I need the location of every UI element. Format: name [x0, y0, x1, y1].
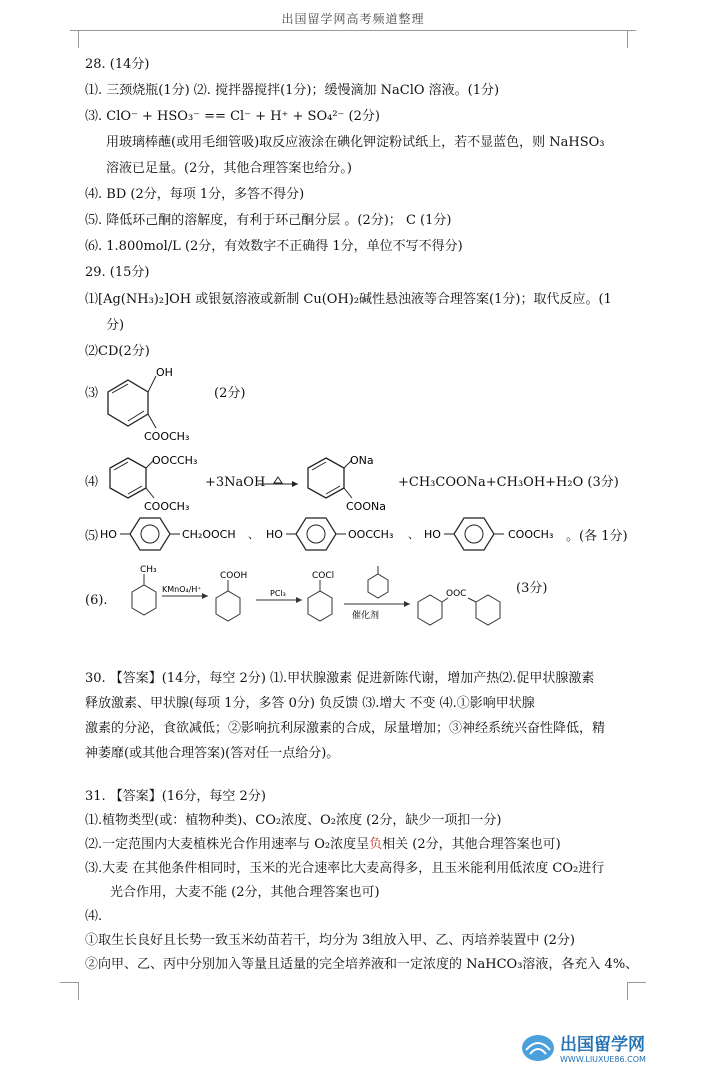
q29-answer-1-cont: 分)	[106, 318, 125, 333]
q29-title: 29. (15分)	[85, 265, 150, 280]
page-header: 出国留学网高考频道整理	[281, 12, 425, 26]
q29-5a-ho: HO	[100, 528, 117, 541]
q29-5a-ch2oocch: CH₂OOCH	[182, 528, 236, 541]
q31-answer-3-cont: 光合作用，大麦不能 (2分，其他合理答案也可)	[110, 885, 380, 900]
header-rule	[70, 30, 636, 31]
q29-answer-6-score: (3分)	[516, 581, 548, 596]
crop-mark-top-left	[60, 30, 79, 48]
q29-answer-4-label: ⑷	[85, 475, 99, 490]
q28-answer-1-2: ⑴. 三颈烧瓶(1分) ⑵. 搅拌器搅拌(1分)；缓慢滴加 NaClO 溶液。(1分)	[85, 83, 500, 98]
q29-5b-ho: HO	[266, 528, 283, 541]
q29-5c-ho: HO	[424, 528, 441, 541]
q29-answer-5-label: ⑸	[85, 529, 99, 544]
watermark-text: 出国留学网	[560, 1035, 645, 1055]
q28-answer-3-method: 用玻璃棒蘸(或用毛细管吸)取反应液涂在碘化钾淀粉试纸上，若不显蓝色，则 NaHSO₃	[106, 135, 605, 150]
crop-line-bottom-left	[60, 982, 78, 983]
q29-6-cocl: COCl	[312, 571, 335, 581]
q28-answer-6: ⑹. 1.800mol/L (2分，有效数字不正确得 1分，单位不写不得分)	[85, 239, 463, 254]
q30-line-3: 激素的分泌，食欲减低；②影响抗利尿激素的合成，尿量增加；③神经系统兴奋性降低，精	[85, 721, 606, 736]
q28-answer-4: ⑷. BD (2分，每项 1分，多答不得分)	[85, 187, 305, 202]
q29-4-oocch3: OOCCH₃	[152, 454, 198, 467]
q29-structure-3	[98, 362, 218, 447]
q29-4-reagent: +3NaOH	[205, 475, 266, 490]
q28-title: 28. (14分)	[85, 57, 150, 72]
q29-product-4	[296, 448, 396, 516]
q29-3-cooch3: COOCH₃	[144, 430, 190, 443]
q31-step-1: ①取生长良好且长势一致玉米幼苗若干，均分为 3组放入甲、乙、丙培养装置中 (2分)	[85, 933, 575, 948]
q29-structures-5	[98, 514, 638, 554]
q29-6-ooc: OOC	[446, 589, 467, 599]
q29-answer-3-label: ⑶	[85, 386, 99, 401]
q29-4-products: +CH₃COONa+CH₃OH+H₂O (3分)	[398, 475, 619, 490]
crop-line-bottom-right	[628, 982, 646, 983]
q29-6-kmno4: KMnO₄/H⁺	[162, 585, 202, 594]
q29-answer-5-score: 。(各 1分)	[566, 529, 628, 544]
q29-reactant-4	[98, 448, 206, 516]
q31-answer-2-neg: 负	[369, 837, 383, 852]
q29-5-sep2: 、	[408, 528, 419, 541]
q30-line-1: 30. 【答案】(14分，每空 2分) ⑴.甲状腺激素 促进新陈代谢，增加产热⑵.促甲状腺激素	[85, 671, 595, 686]
site-watermark	[520, 1030, 696, 1070]
q29-6-ch3: CH₃	[140, 565, 157, 575]
q29-6-cooh: COOH	[220, 571, 248, 581]
q29-5c-cooch3: COOCH₃	[508, 528, 554, 541]
q29-answer-1: ⑴[Ag(NH₃)₂]OH 或银氨溶液或新制 Cu(OH)₂碱性悬浊液等合理答案(1分)；取代反应。(1	[85, 292, 612, 307]
q31-answer-2-c: 相关 (2分，其他合理答案也可)	[382, 837, 561, 852]
q31-title: 31. 【答案】(16分，每空 2分)	[85, 789, 266, 804]
q29-3-oh: OH	[156, 366, 173, 379]
q29-answer-3-score: (2分)	[214, 386, 246, 401]
q28-answer-5: ⑸. 降低环己酮的溶解度，有利于环己酮分层 。(2分)； C (1分)	[85, 213, 452, 228]
q29-4-cooch3: COOCH₃	[144, 500, 190, 513]
crop-mark-top-right	[627, 30, 646, 48]
q29-4-ona: ONa	[350, 454, 374, 467]
q29-answer-6-label: (6).	[85, 593, 108, 608]
q29-6-pcl3: PCl₃	[270, 589, 286, 598]
crop-mark-bottom-right	[627, 982, 646, 1000]
q31-answer-2	[85, 836, 561, 854]
q29-6-catalyst: 催化剂	[352, 611, 380, 621]
q30-line-2: 释放激素、甲状腺(每项 1分，多答 0分) 负反馈 ⑶.增大 不变 ⑷.①影响甲状腺	[85, 696, 535, 711]
watermark-url: WWW.LIUXUE86.COM	[560, 1055, 646, 1064]
q28-answer-3-method-cont: 溶液已足量。(2分，其他合理答案也给分。)	[106, 161, 352, 176]
q29-4-coona: COONa	[346, 500, 386, 513]
q29-synthesis-route	[112, 562, 532, 638]
q30-line-4: 神萎靡(或其他合理答案)(答对任一点给分)。	[85, 746, 340, 761]
q29-5-sep1: 、	[248, 528, 259, 541]
q29-5b-oocch3: OOCCH₃	[348, 528, 394, 541]
q31-answer-3: ⑶.大麦 在其他条件相同时，玉米的光合速率比大麦高得多，且玉米能利用低浓度 CO₂进行	[85, 861, 605, 876]
q31-step-2: ②向甲、乙、丙中分别加入等量且适量的完全培养液和一定浓度的 NaHCO₃溶液，各充入 4%、	[85, 957, 639, 972]
watermark-logo	[520, 1030, 696, 1066]
q28-answer-3-equation: ⑶. ClO⁻ + HSO₃⁻ == Cl⁻ + H⁺ + SO₄²⁻ (2分)	[85, 109, 380, 124]
q31-answer-4: ⑷.	[85, 909, 103, 924]
q29-answer-2: ⑵CD(2分)	[85, 344, 150, 359]
crop-mark-bottom-left	[60, 982, 79, 1000]
q31-answer-2-a: ⑵.一定范围内大麦植株光合作用速率与 O₂浓度呈	[85, 837, 370, 852]
q31-answer-1: ⑴.植物类型(或：植物种类)、CO₂浓度、O₂浓度 (2分，缺少一项扣一分)	[85, 813, 502, 828]
